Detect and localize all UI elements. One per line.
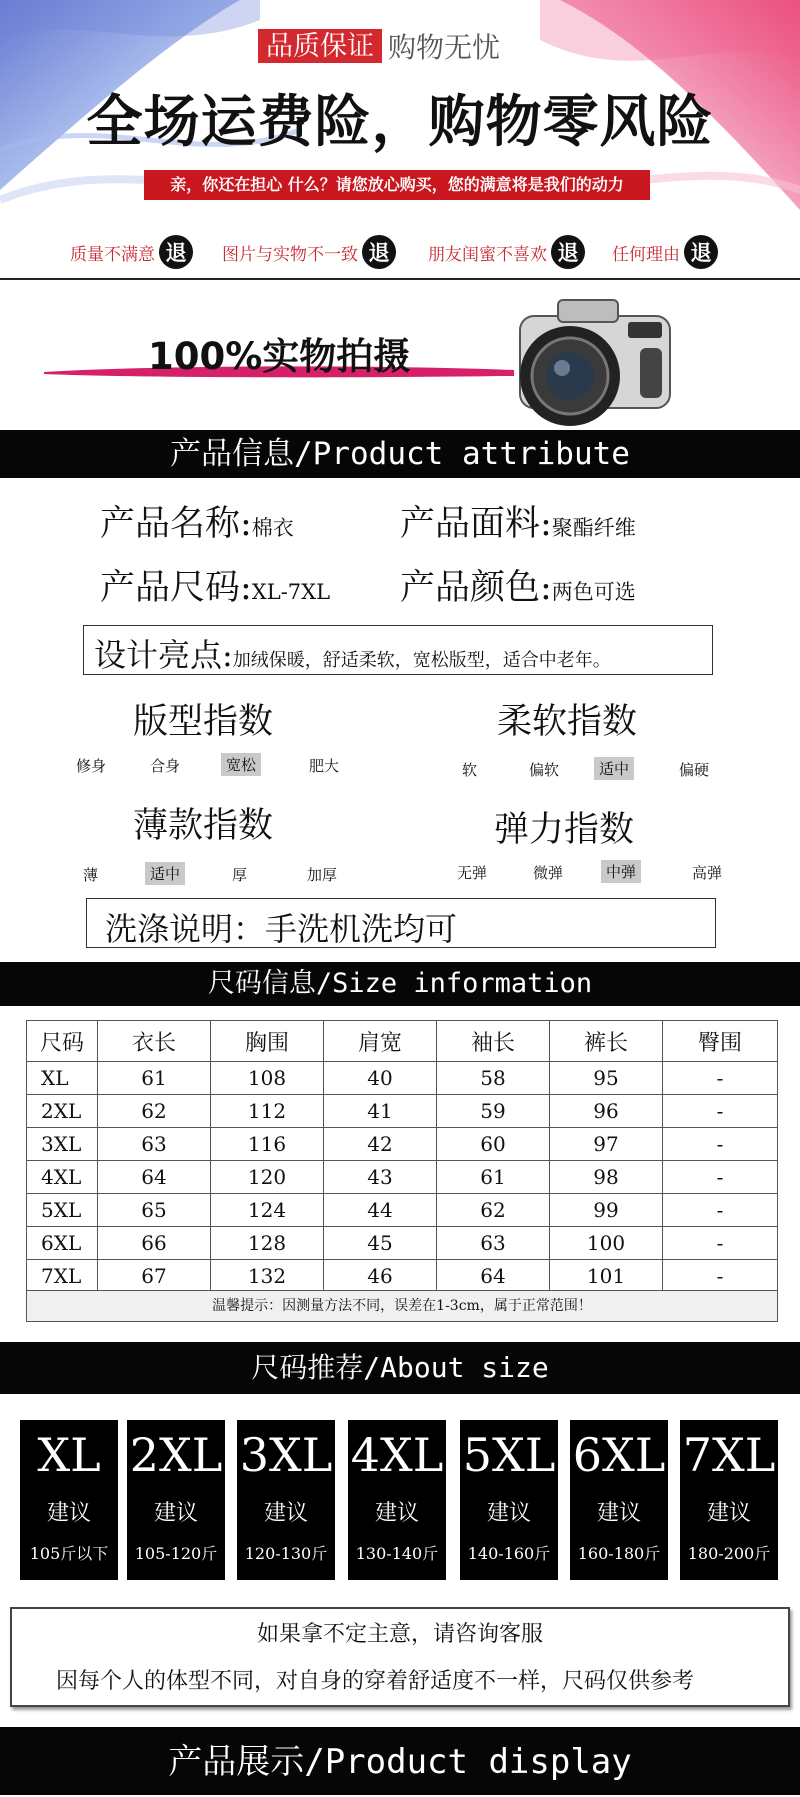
- table-cell: 128: [211, 1227, 324, 1260]
- real-photo-title: 100%实物拍摄: [148, 335, 411, 378]
- size-tile: [20, 1420, 118, 1580]
- tile-advice: 建议: [596, 1501, 641, 1526]
- column-header: 胸围: [211, 1021, 324, 1062]
- size-tile: [460, 1420, 558, 1580]
- return-item: [612, 232, 718, 272]
- thickness-option: 厚: [232, 866, 248, 884]
- size-table-header: [27, 1021, 778, 1062]
- product-display-bar: 产品展示/Product display: [0, 1727, 800, 1795]
- tile-advice: 建议: [46, 1501, 91, 1526]
- tile-range: 105斤以下: [29, 1544, 109, 1563]
- table-cell: 5XL: [27, 1194, 98, 1227]
- size-information-bar: 尺码信息/Size information: [0, 962, 800, 1006]
- thickness-option-selected: 适中: [145, 862, 185, 885]
- table-cell: 63: [98, 1128, 211, 1161]
- column-header: 衣长: [98, 1021, 211, 1062]
- tile-range: 140-160斤: [467, 1544, 551, 1563]
- table-cell: 59: [437, 1095, 550, 1128]
- table-row: [27, 1062, 778, 1095]
- tile-advice: 建议: [374, 1501, 419, 1526]
- return-badge-icon: 退: [159, 235, 193, 269]
- camera-icon: [500, 292, 676, 426]
- return-reason: 图片与实物不一致: [222, 244, 358, 265]
- column-header: 臀围: [663, 1021, 778, 1062]
- table-row: [27, 1194, 778, 1227]
- product-size-value: XL-7XL: [251, 580, 331, 604]
- elasticity-option: 无弹: [457, 864, 488, 882]
- tile-advice: 建议: [706, 1501, 751, 1526]
- return-reason: 任何理由: [612, 244, 680, 265]
- return-policy-row: [0, 232, 800, 272]
- table-row: [27, 1095, 778, 1128]
- table-row: [27, 1260, 778, 1293]
- tile-size: 5XL: [462, 1428, 556, 1482]
- elasticity-option-selected: 中弹: [601, 860, 641, 883]
- highlight-label: 设计亮点:: [94, 636, 233, 674]
- tile-advice: 建议: [153, 1501, 198, 1526]
- tile-size: 4XL: [350, 1428, 444, 1482]
- product-name-row: [100, 496, 294, 546]
- table-cell: 116: [211, 1128, 324, 1161]
- table-row: [27, 1161, 778, 1194]
- tile-size: 3XL: [239, 1428, 333, 1482]
- table-cell: -: [663, 1095, 778, 1128]
- tile-range: 160-180斤: [577, 1544, 661, 1563]
- highlight-value: 加绒保暖，舒适柔软，宽松版型，适合中老年。: [232, 650, 611, 671]
- return-item: [70, 232, 193, 272]
- return-badge-icon: 退: [362, 235, 396, 269]
- elasticity-option: 高弹: [692, 864, 723, 882]
- size-tile: [348, 1420, 446, 1580]
- table-cell: 4XL: [27, 1161, 98, 1194]
- table-cell: 6XL: [27, 1227, 98, 1260]
- table-cell: 108: [211, 1062, 324, 1095]
- table-cell: 101: [550, 1260, 663, 1293]
- table-row: [27, 1227, 778, 1260]
- product-fabric-row: [400, 496, 636, 546]
- table-cell: 45: [324, 1227, 437, 1260]
- table-cell: 60: [437, 1128, 550, 1161]
- table-cell: 63: [437, 1227, 550, 1260]
- return-item: [222, 232, 396, 272]
- tile-size: 2XL: [129, 1428, 223, 1482]
- product-name-label: 产品名称:: [100, 504, 252, 544]
- table-cell: 132: [211, 1260, 324, 1293]
- size-tile: [570, 1420, 668, 1580]
- size-tile: [237, 1420, 335, 1580]
- table-cell: 67: [98, 1260, 211, 1293]
- divider: [0, 278, 800, 280]
- size-tile: [127, 1420, 225, 1580]
- table-cell: 120: [211, 1161, 324, 1194]
- table-cell: 62: [437, 1194, 550, 1227]
- product-color-row: [400, 560, 636, 610]
- table-cell: 2XL: [27, 1095, 98, 1128]
- wash-instruction-box: [86, 898, 716, 948]
- softness-option: 软: [462, 761, 478, 779]
- softness-option-selected: 适中: [594, 757, 634, 780]
- column-header: 尺码: [27, 1021, 98, 1062]
- promo-banner: [0, 0, 800, 278]
- tile-size: XL: [37, 1428, 101, 1482]
- tile-advice: 建议: [486, 1501, 531, 1526]
- table-cell: 62: [98, 1095, 211, 1128]
- table-cell: 97: [550, 1128, 663, 1161]
- wash-instruction: 洗涤说明：手洗机洗均可: [105, 910, 458, 948]
- table-cell: 65: [98, 1194, 211, 1227]
- table-cell: -: [663, 1128, 778, 1161]
- column-header: 袖长: [437, 1021, 550, 1062]
- fit-index-title: 版型指数: [133, 702, 274, 742]
- return-badge-icon: 退: [551, 235, 585, 269]
- table-cell: 46: [324, 1260, 437, 1293]
- fit-option: 合身: [150, 757, 181, 775]
- return-reason: 质量不满意: [70, 244, 155, 265]
- table-cell: 40: [324, 1062, 437, 1095]
- quality-guarantee-label: 品质保证: [258, 29, 382, 63]
- elasticity-index-title: 弹力指数: [494, 810, 635, 850]
- product-color-value: 两色可选: [551, 580, 636, 604]
- softness-index-title: 柔软指数: [497, 702, 638, 742]
- quality-tagline: [258, 29, 500, 63]
- elasticity-option: 微弹: [533, 864, 564, 882]
- tile-range: 105-120斤: [134, 1544, 218, 1563]
- table-cell: 7XL: [27, 1260, 98, 1293]
- product-fabric-value: 聚酯纤维: [551, 516, 636, 540]
- size-tile: [680, 1420, 778, 1580]
- customer-service-advice: [10, 1607, 790, 1707]
- return-badge-icon: 退: [684, 235, 718, 269]
- table-cell: 44: [324, 1194, 437, 1227]
- table-cell: -: [663, 1194, 778, 1227]
- table-cell: -: [663, 1161, 778, 1194]
- table-row: [27, 1128, 778, 1161]
- product-name-value: 棉衣: [251, 516, 294, 540]
- softness-option: 偏软: [529, 761, 560, 779]
- design-highlight-box: [83, 625, 713, 675]
- table-cell: -: [663, 1227, 778, 1260]
- table-cell: 96: [550, 1095, 663, 1128]
- advice-line-1: 如果拿不定主意，请咨询客服: [256, 1622, 543, 1647]
- measurement-note: 温馨提示：因测量方法不同，误差在1-3cm，属于正常范围！: [26, 1290, 778, 1322]
- tile-advice: 建议: [263, 1501, 308, 1526]
- table-cell: 42: [324, 1128, 437, 1161]
- banner-subline: 亲，你还在担心 什么？请您放心购买，您的满意将是我们的动力: [144, 170, 650, 200]
- table-cell: 3XL: [27, 1128, 98, 1161]
- table-cell: 61: [437, 1161, 550, 1194]
- product-size-label: 产品尺码:: [100, 568, 252, 608]
- table-cell: 98: [550, 1161, 663, 1194]
- column-header: 裤长: [550, 1021, 663, 1062]
- table-cell: 124: [211, 1194, 324, 1227]
- table-cell: 64: [437, 1260, 550, 1293]
- return-item: [428, 232, 585, 272]
- table-cell: 99: [550, 1194, 663, 1227]
- about-size-bar: 尺码推荐/About size: [0, 1342, 800, 1394]
- size-table: [26, 1020, 778, 1293]
- fit-option: 修身: [76, 757, 107, 775]
- product-fabric-label: 产品面料:: [400, 504, 552, 544]
- thickness-index-title: 薄款指数: [133, 806, 274, 846]
- softness-option: 偏硬: [679, 761, 710, 779]
- return-reason: 朋友闺蜜不喜欢: [428, 244, 547, 265]
- table-cell: 100: [550, 1227, 663, 1260]
- table-cell: 64: [98, 1161, 211, 1194]
- tile-range: 180-200斤: [687, 1544, 771, 1563]
- product-size-row: [100, 560, 330, 610]
- table-cell: 61: [98, 1062, 211, 1095]
- fit-option-selected: 宽松: [221, 753, 261, 776]
- product-attribute-bar: 产品信息/Product attribute: [0, 430, 800, 478]
- banner-headline: 全场运费险，购物零风险: [86, 90, 714, 155]
- table-cell: 95: [550, 1062, 663, 1095]
- table-cell: 66: [98, 1227, 211, 1260]
- thickness-option: 薄: [83, 866, 99, 884]
- fit-option: 肥大: [309, 757, 340, 775]
- table-cell: XL: [27, 1062, 98, 1095]
- advice-line-2: 因每个人的体型不同，对自身的穿着舒适度不一样，尺码仅供参考: [56, 1669, 695, 1694]
- tile-size: 7XL: [682, 1428, 776, 1482]
- worry-free-label: 购物无忧: [388, 32, 501, 63]
- tile-range: 120-130斤: [244, 1544, 328, 1563]
- table-cell: -: [663, 1260, 778, 1293]
- thickness-option: 加厚: [307, 866, 338, 884]
- column-header: 肩宽: [324, 1021, 437, 1062]
- tile-range: 130-140斤: [355, 1544, 439, 1563]
- tile-size: 6XL: [572, 1428, 666, 1482]
- table-cell: 58: [437, 1062, 550, 1095]
- table-cell: 112: [211, 1095, 324, 1128]
- table-cell: 41: [324, 1095, 437, 1128]
- table-cell: 43: [324, 1161, 437, 1194]
- table-cell: -: [663, 1062, 778, 1095]
- product-color-label: 产品颜色:: [400, 568, 552, 608]
